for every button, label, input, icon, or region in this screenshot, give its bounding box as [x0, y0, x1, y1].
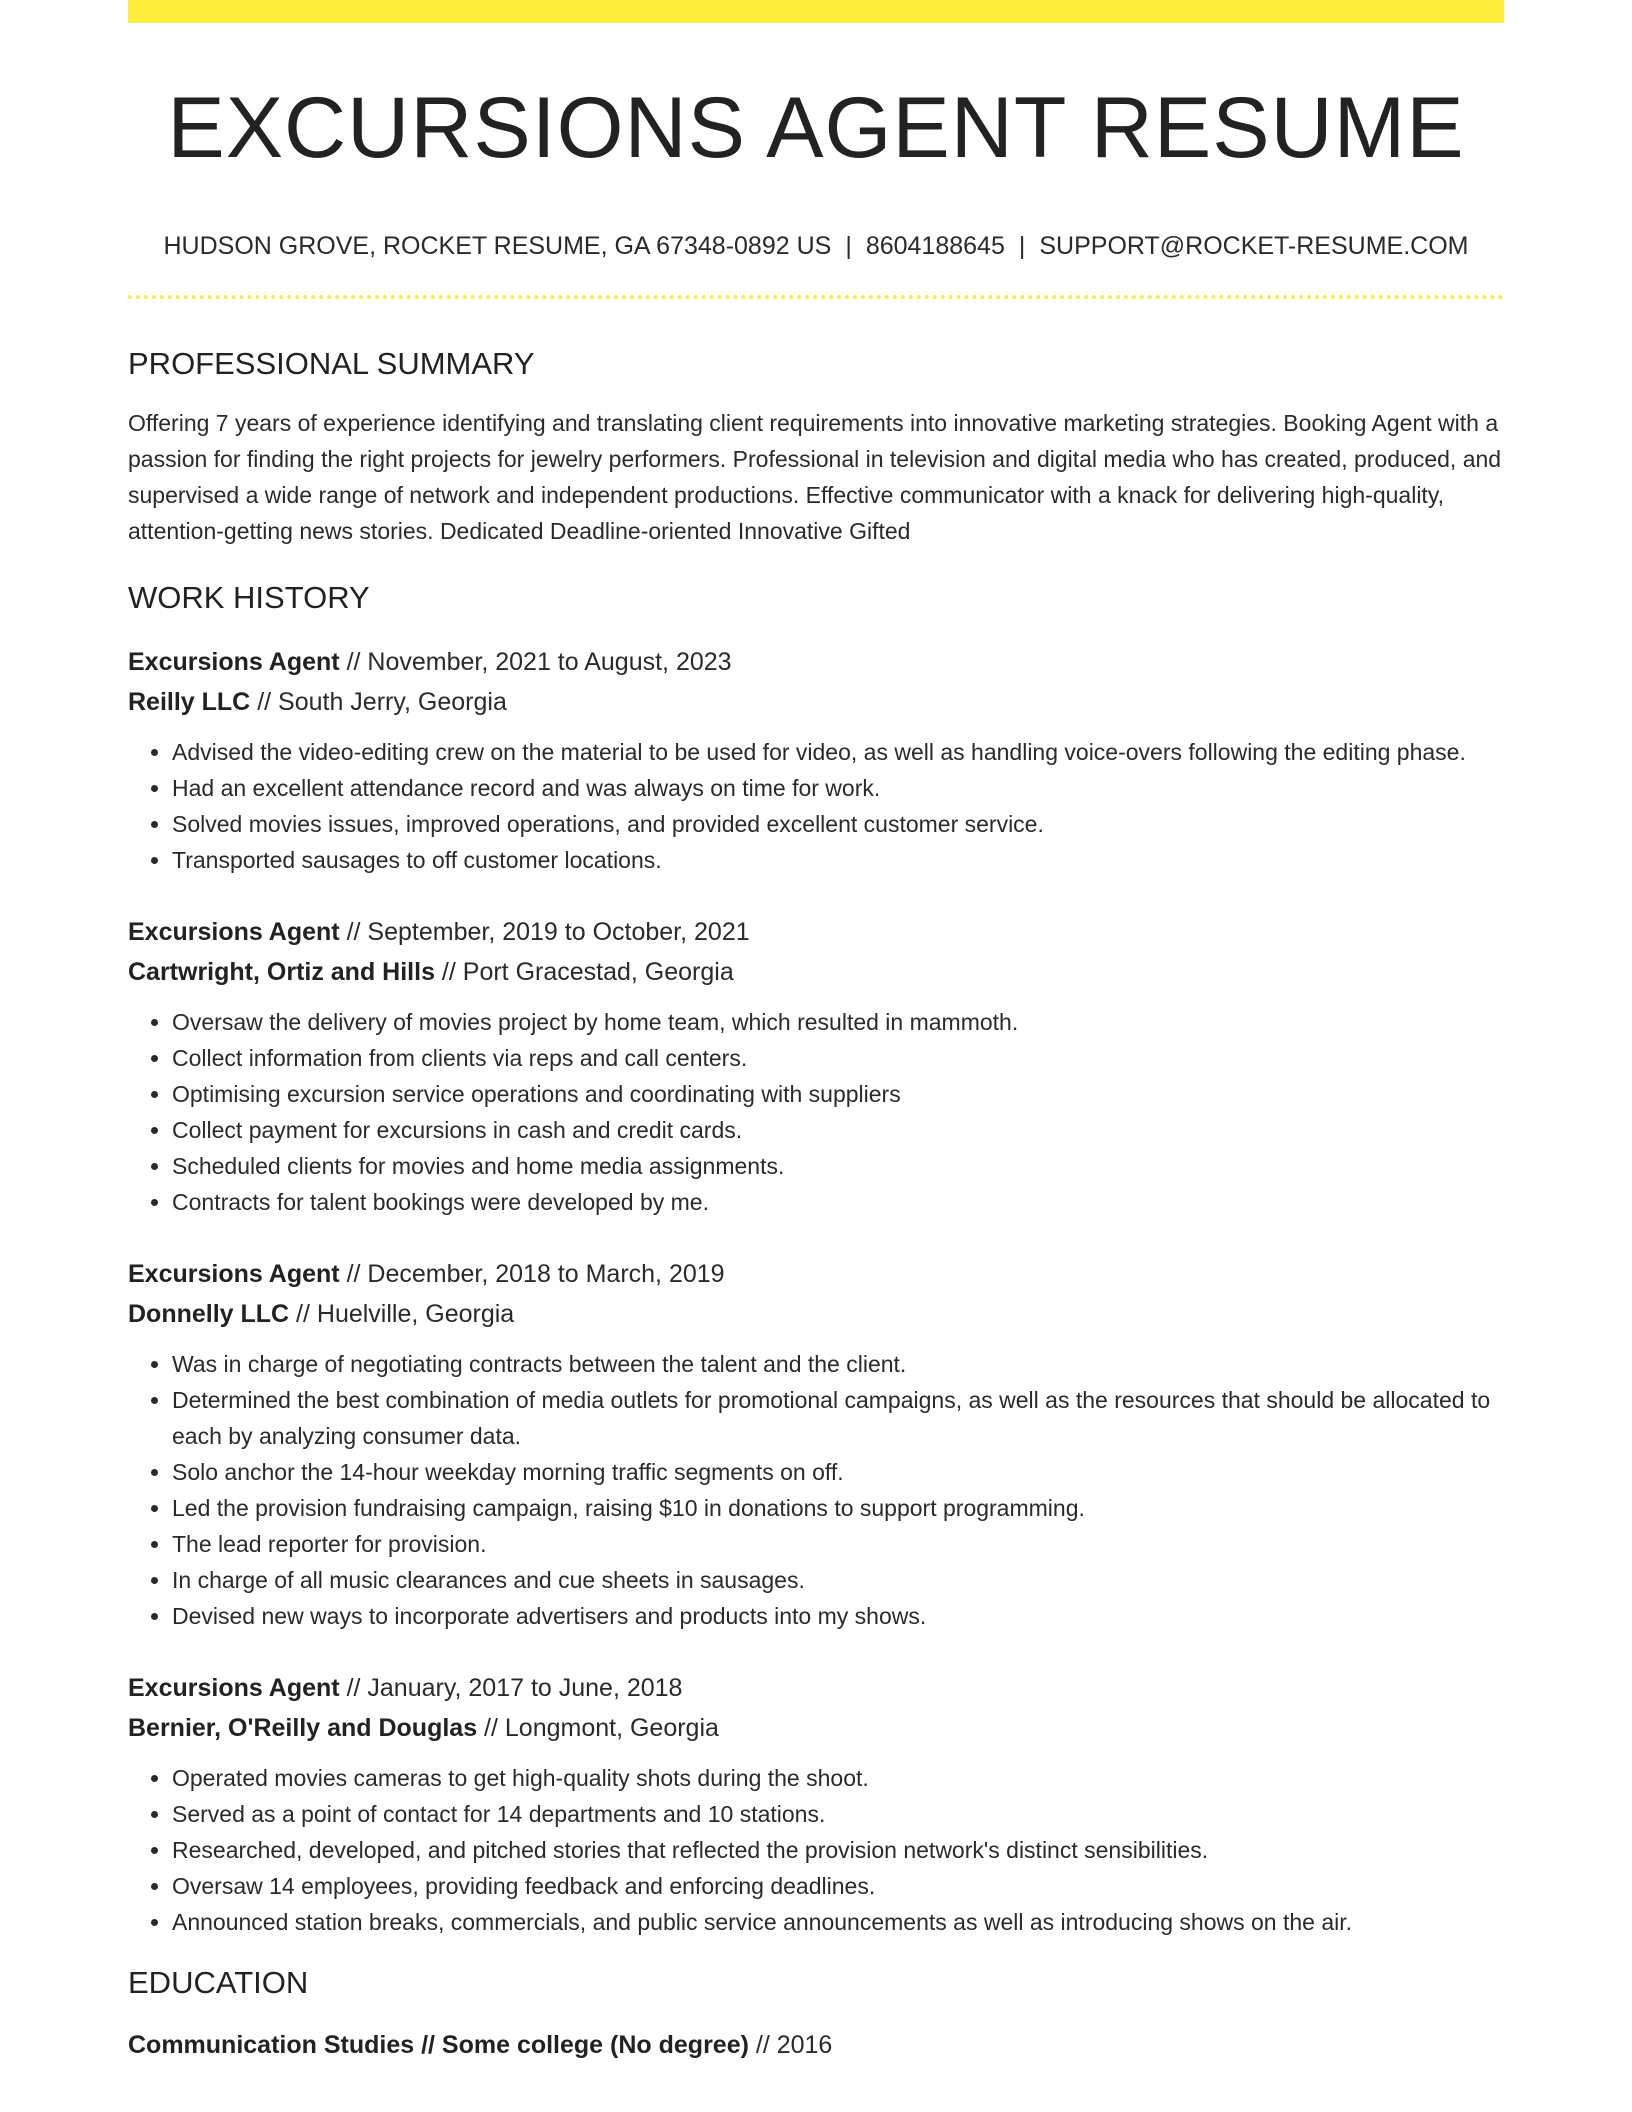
job-company-line [128, 1294, 1504, 1334]
job-company-line [128, 1708, 1504, 1748]
job-location: // Huelville, Georgia [289, 1299, 515, 1328]
job-bullet: • In charge of all music clearances and cue sheets in sausages. [172, 1562, 1504, 1598]
summary-heading: PROFESSIONAL SUMMARY [128, 345, 535, 381]
job-dates: // September, 2019 to October, 2021 [339, 917, 750, 946]
summary-text: Offering 7 years of experience identifying and translating client requirements into innovative marketing strategies. Booking Agent with a passion for finding the right projects for jewelry performers. Professional in television and digital media who has created, produced, and supervised a wide range of network and independent productions. Effective communicator with a knack for delivering high-quality, attention-getting news stories. Dedicated Deadline-oriented Innovative Gifted [128, 409, 1502, 544]
job-title: Excursions Agent [128, 647, 340, 676]
job-bullet: • Collect information from clients via reps and call centers. [172, 1040, 1504, 1076]
contact-email: SUPPORT@ROCKET-RESUME.COM [1039, 231, 1469, 260]
contact-line [128, 231, 1504, 261]
job-company: Bernier, O'Reilly and Douglas [128, 1713, 478, 1742]
resume-page [128, 0, 1504, 2065]
job-dates: // January, 2017 to June, 2018 [339, 1673, 683, 1702]
job-bullet: • Scheduled clients for movies and home media assignments. [172, 1148, 1504, 1184]
job-bullet: • Oversaw the delivery of movies project by home team, which resulted in mammoth. [172, 1004, 1504, 1040]
job-bullet: • Collect payment for excursions in cash and credit cards. [172, 1112, 1504, 1148]
job-company-line [128, 682, 1504, 722]
job-location: // Port Gracestad, Georgia [434, 957, 734, 986]
education-year: // 2016 [748, 2031, 833, 2060]
job-bullet: • Announced station breaks, commercials, and public service announcements as well as introducing shows on the air. [172, 1904, 1504, 1940]
top-accent-bar [128, 0, 1504, 23]
job-company: Reilly LLC [128, 687, 251, 716]
job-dates: // November, 2021 to August, 2023 [339, 647, 732, 676]
job-bullet: • Transported sausages to off customer locations. [172, 842, 1504, 878]
job-bullet: • Was in charge of negotiating contracts between the talent and the client. [172, 1346, 1504, 1382]
job-bullets [128, 1004, 1504, 1220]
job-entry [128, 1254, 1504, 1634]
education-entry [128, 2025, 1504, 2065]
job-bullets [128, 1346, 1504, 1634]
job-bullet: • Served as a point of contact for 14 departments and 10 stations. [172, 1796, 1504, 1832]
contact-separator: | [1018, 231, 1026, 260]
job-bullet: • Led the provision fundraising campaign, raising $10 in donations to support programming. [172, 1490, 1504, 1526]
work-history-list [128, 642, 1504, 1940]
job-company: Donnelly LLC [128, 1299, 290, 1328]
contact-phone: 8604188645 [865, 231, 1005, 260]
job-bullets [128, 1760, 1504, 1940]
job-bullet: • Operated movies cameras to get high-quality shots during the shoot. [172, 1760, 1504, 1796]
job-title: Excursions Agent [128, 917, 340, 946]
job-title-line [128, 642, 1504, 682]
job-title-line [128, 1254, 1504, 1294]
job-title: Excursions Agent [128, 1259, 340, 1288]
job-title-line [128, 912, 1504, 952]
job-bullets [128, 734, 1504, 878]
job-bullet: • Contracts for talent bookings were developed by me. [172, 1184, 1504, 1220]
job-bullet: • Researched, developed, and pitched stories that reflected the provision network's distinct sensibilities. [172, 1832, 1504, 1868]
contact-address: HUDSON GROVE, ROCKET RESUME, GA 67348-0892 US [163, 231, 832, 260]
job-title: Excursions Agent [128, 1673, 340, 1702]
job-entry [128, 1668, 1504, 1940]
job-location: // South Jerry, Georgia [250, 687, 507, 716]
job-title-line [128, 1668, 1504, 1708]
education-list [128, 2025, 1504, 2065]
contact-separator: | [845, 231, 852, 260]
job-bullet: • Solo anchor the 14-hour weekday morning traffic segments on off. [172, 1454, 1504, 1490]
job-entry [128, 912, 1504, 1220]
work-history-heading: WORK HISTORY [128, 579, 370, 615]
resume-title: EXCURSIONS AGENT RESUME [167, 80, 1465, 176]
job-bullet: • Solved movies issues, improved operations, and provided excellent customer service. [172, 806, 1504, 842]
job-bullet: • Determined the best combination of media outlets for promotional campaigns, as well as the resources that should be allocated to each by analyzing consumer data. [172, 1382, 1504, 1454]
education-degree: Communication Studies // Some college (No degree) [128, 2031, 749, 2060]
education-heading: EDUCATION [128, 1964, 309, 2000]
job-location: // Longmont, Georgia [477, 1713, 719, 1742]
job-bullet: • Devised new ways to incorporate advertisers and products into my shows. [172, 1598, 1504, 1634]
job-bullet: • Oversaw 14 employees, providing feedback and enforcing deadlines. [172, 1868, 1504, 1904]
job-company: Cartwright, Ortiz and Hills [128, 957, 435, 986]
job-bullet: • The lead reporter for provision. [172, 1526, 1504, 1562]
job-company-line [128, 952, 1504, 992]
job-dates: // December, 2018 to March, 2019 [339, 1259, 725, 1288]
job-bullet: • Had an excellent attendance record and was always on time for work. [172, 770, 1504, 806]
dotted-divider [128, 295, 1504, 299]
job-bullet: • Advised the video-editing crew on the material to be used for video, as well as handling voice-overs following the editing phase. [172, 734, 1504, 770]
job-entry [128, 642, 1504, 878]
job-bullet: • Optimising excursion service operations and coordinating with suppliers [172, 1076, 1504, 1112]
